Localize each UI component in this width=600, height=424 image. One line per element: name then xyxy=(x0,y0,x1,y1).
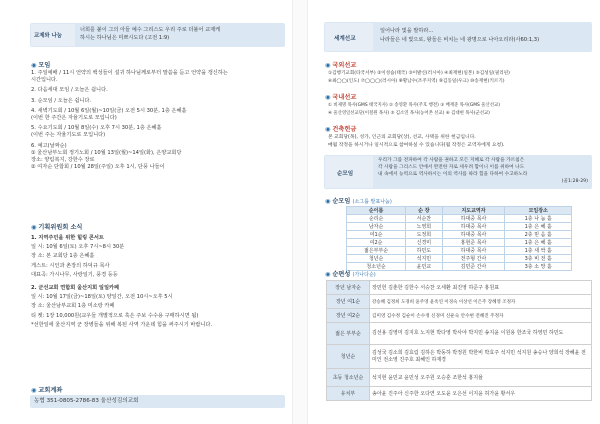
table-cell: 김미영 김수정 김순이 손수정 신경미 신운숙 안수현 전혜진 주정자 xyxy=(370,309,592,323)
table-cell: 서순찬 xyxy=(406,215,442,223)
notices-list xyxy=(31,70,228,171)
table-cell: 도정희 xyxy=(406,231,442,239)
assignment-table-heading: ◉ 순편성 (가나다순) xyxy=(325,271,376,278)
notice-line: (이번 한 주간은 자율기도로 모입니다) xyxy=(31,115,117,122)
table-header-cell: 순이름 xyxy=(347,207,406,215)
report-line: 2. 군선교회 연합회 울산지회 일일카페 xyxy=(31,285,119,292)
table-cell: 장년 여1순 xyxy=(327,295,370,309)
table-row xyxy=(347,215,572,223)
notice-line: 6. 예고(날짜순) xyxy=(31,142,67,149)
report-line: 게스트: 시인과 촌장의 하덕규 목사 xyxy=(31,262,110,269)
table-row xyxy=(327,387,592,401)
table-cell: 김선용 김영미 김지호 노지현 박다영 박사야 박지민 송지윤 이원용 한조국 하영민 하민도 xyxy=(370,323,592,345)
table-cell: 노영희 xyxy=(406,223,442,231)
bullet-icon: ◉ xyxy=(31,387,37,394)
table-cell: 장년 여2순 xyxy=(327,309,370,323)
domestic-mission-heading: ◉ 국내선교 xyxy=(325,94,357,101)
table-row xyxy=(347,239,572,247)
table-cell: 1층 은 혜 홀 xyxy=(505,239,572,247)
table-row xyxy=(327,369,592,387)
account-heading: ◉ 교회계좌 xyxy=(31,387,63,394)
table-cell: 신경미 xyxy=(406,239,442,247)
fellowship-label: 교제와 나눔 xyxy=(34,33,62,39)
bullet-icon: ◉ xyxy=(31,224,37,231)
table-cell: 송아윤 진주아 신주한 오다연 오도윤 오은선 이지윤 허가윤 황서우 xyxy=(370,387,592,401)
table-cell: 유치부 xyxy=(327,387,370,401)
notice-line: ① 울산남부노회 정기노회 / 10월 13일(월)~14일(화), 은양교회당 xyxy=(31,149,182,156)
table-header-cell: 지도교역자 xyxy=(442,207,505,215)
bullet-icon: ◉ xyxy=(325,94,331,101)
notice-line: (이번 주는 자율기도로 모입니다) xyxy=(31,132,106,139)
table-row xyxy=(347,255,572,263)
table-cell: 남자순 xyxy=(347,223,406,231)
building-line: 매월 작정을 하시거나 일시적으로 참여하실 수 있습니다(월 작정은 교역자에게 요청). xyxy=(328,143,505,148)
table-cell: 강승혜 김정희 도경희 윤주영 윤옥연 이경숙 이상선 이은주 장혜영 조정자 xyxy=(370,295,592,309)
notice-line: 4. 새벽기도회 / 10월 6일(월)~10일(금) 오전 5시 30분, 1층 은혜홀 xyxy=(31,107,187,114)
table-cell: 석지현 윤민교 윤민성 오주원 오승훈 조한석 홍지율 xyxy=(370,369,592,387)
domestic-line: ④ 울산영일선교단(이철원 목사) ⑤ 김소연 목사(농어촌 선교) ⑥ 김대현 목사(군선교) xyxy=(328,111,490,116)
report-line: 일 시: 10월 6일(토) 오후 7시~8시 30분 xyxy=(31,244,125,251)
table-cell: 청년순 xyxy=(347,255,406,263)
table-cell: 하대중 목사 xyxy=(442,223,505,231)
soon-verse-line: 각 사람을 그리스도 안에서 완전한 자로 세우려 함이니 이를 위하여 나도 xyxy=(378,165,525,170)
table-row xyxy=(347,223,572,231)
table-cell: 장년 남자순 xyxy=(327,281,370,295)
foreign-line: ⑥최◯◯(인도) ⑦◯◯◯(러시아) ⑧황남수(조주지역) ⑨김동일(우크) ⑩송재현(키르기) xyxy=(328,79,505,84)
notice-line: ② 여자순 단합회 / 10월 28일(주일) 오후 1시, 단풍 나들이 xyxy=(31,164,165,171)
report-line: *선한일에 울산지역 군 장병들을 위해 복된 사역 가운데 힘을 써주시기 바랍니다. xyxy=(31,321,213,328)
report-line: 대표곡: 가시나무, 사랑일기, 풍경 등등 xyxy=(31,271,118,278)
fellowship-verse-1: 너희를 붙이 그의 아들 예수 그리스도 우리 주로 더불어 교제케 xyxy=(80,27,221,33)
report-line: 장 소: 본 교회당 1층 은혜홀 xyxy=(31,253,95,260)
table-cell: 김성국 김소희 김효림 김하은 박동하 박정원 박한비 박효주 석지민 석지원 송승나 양희석 장혜윤 전미인 전소영 진주호 최혜인 하재경 xyxy=(370,345,592,369)
mission-label: 세계선교 xyxy=(334,36,356,42)
table-cell: 하대중 목사 xyxy=(442,215,505,223)
table-row xyxy=(347,231,572,239)
table-cell: 하대중 목사 xyxy=(442,231,505,239)
notices-heading: ◉ 모임 xyxy=(31,62,51,69)
notice-line: 2. 다음세대 모임 / 오늘은 쉽니다. xyxy=(31,87,108,94)
domestic-line: ① 비제명 목사(GMS 태국지사) ② 송영환 목사(주호 행전) ③ 배재준 목사(GMS 울산선교) xyxy=(328,103,500,108)
table-cell: 여1순 xyxy=(347,231,406,239)
table-cell: 석지민 xyxy=(406,255,442,263)
bullet-icon: ◉ xyxy=(325,126,331,133)
table-row xyxy=(327,295,592,309)
soon-label: 순모임 xyxy=(337,171,354,177)
notice-line: 시간입니다. xyxy=(31,77,58,84)
table-cell: 윤민교 xyxy=(406,263,442,271)
right-page xyxy=(306,0,600,424)
account-number: 농협 351-0805-2786-83 울산성김의교회 xyxy=(34,398,139,404)
foreign-line: ①김행기교회(타국서부) ②이성습(태국) ③이발신(러시아) ④최재현(일본) ⑤김성일(필리핀) xyxy=(328,71,510,76)
mission-verse-2: 나라들은 네 빛으로, 왕들은 비치는 네 광명으로 나아오리라(사60:1,3) xyxy=(380,37,540,43)
building-fund-heading: ◉ 건축헌금 xyxy=(325,126,357,133)
report-line: 1. 지역주민을 위한 힐링 콘서트 xyxy=(31,235,104,241)
notice-line: 3. 순모임 / 오늘은 쉽니다. xyxy=(31,97,92,104)
fellowship-verse-2: 하시는 하나님은 미쁘시도다 (고전 1:9) xyxy=(80,35,170,41)
table-cell: 젊은 부부순 xyxy=(327,323,370,345)
building-line: 본 교회당(목), 성가, 인근의 교회당(상), 선교, 사택을 위한 헌금입니다. xyxy=(328,135,476,140)
table-header-cell: 순 장 xyxy=(406,207,442,215)
table-row xyxy=(347,263,572,271)
soon-verse-line: (골1:28-29) xyxy=(561,179,588,184)
table-cell: 순리순 xyxy=(347,215,406,223)
bullet-icon: ◉ xyxy=(325,271,331,278)
report-list xyxy=(31,235,212,329)
table-cell: 여2순 xyxy=(347,239,406,247)
table-cell: 2층 믿 음 홀 xyxy=(505,231,572,239)
soon-verse-line: 우리가 그를 전파하여 각 사람을 권하고 모든 지혜로 각 사람을 가르침은 xyxy=(378,158,525,163)
soon-verse-line: 내 속에서 능력으로 역사하시는 이의 역사를 따라 힘을 다하여 수고하노라 xyxy=(378,172,528,177)
mission-verse-1: 일어나라 빛을 발하라... xyxy=(380,28,434,34)
group-table-heading: ◉ 순모임 (소그룹 발표나눔) xyxy=(325,198,392,205)
table-cell: 김민준 간사 xyxy=(442,263,505,271)
group-table-subtitle: (소그룹 발표나눔) xyxy=(352,199,392,205)
left-page xyxy=(0,0,292,424)
report-line: 티 켓: 1장 10,000원(교우들 개별적으로 혹은 주보 수수용 구매하시면 됨) xyxy=(31,312,199,319)
table-cell: 청년순 xyxy=(327,345,370,369)
table-row xyxy=(327,323,592,345)
notice-line: 5. 수요기도회 / 10월 8일(수) 오후 7시 30분, 1층 은혜홀 xyxy=(31,125,162,132)
foreign-mission-heading: ◉ 국외선교 xyxy=(325,62,357,69)
table-cell: 홍현준 목사 xyxy=(442,239,505,247)
table-cell: 하민도 xyxy=(406,247,442,255)
table-header-cell: 모임장소 xyxy=(505,207,572,215)
table-row xyxy=(327,309,592,323)
assignment-table xyxy=(326,280,592,401)
table-row xyxy=(327,345,592,369)
report-line: 일 시: 10월 17일(금)~18일(토) 양일간, 오전 10시~오후 5시 xyxy=(31,294,173,301)
table-cell: 초등 청소년순 xyxy=(327,369,370,387)
notice-line: 1. 주일예배 / 11시 언약의 백성들이 설귀 하나님께로부터 말씀을 듣고 언약을 갱신하는 xyxy=(31,70,228,76)
table-cell: 3층 비 전 홀 xyxy=(505,255,572,263)
table-cell: 1층 새 싹 홀 xyxy=(505,247,572,255)
table-cell: 장민헌 김춘한 김한수 서승찬 오세환 최진영 하준구 홍원표 xyxy=(370,281,592,295)
table-cell: 하대중 목사 xyxy=(442,247,505,255)
bullet-icon: ◉ xyxy=(31,62,37,69)
table-row xyxy=(327,281,592,295)
table-row xyxy=(347,247,572,255)
table-cell: 3층 소 망 홀 xyxy=(505,263,572,271)
table-header-row xyxy=(347,207,572,215)
bullet-icon: ◉ xyxy=(325,198,331,205)
table-cell: 1층 은 혜 홀 xyxy=(505,223,572,231)
table-cell: 전주형 간사 xyxy=(442,255,505,263)
notice-line: 장소: 양림복지, 강한수 장로 xyxy=(31,157,95,164)
soon-verse xyxy=(378,157,588,185)
report-line: 장 소: 울산남부교회 1층 미소랑 카페 xyxy=(31,303,115,310)
group-table xyxy=(346,206,572,271)
report-heading: ◉ 기획위원회 소식 xyxy=(31,224,83,231)
table-cell: 청소년순 xyxy=(347,263,406,271)
bullet-icon: ◉ xyxy=(325,62,331,69)
table-cell: 젊은부부순 xyxy=(347,247,406,255)
table-cell: 1층 나 눔 홀 xyxy=(505,215,572,223)
assignment-table-subtitle: (가나다순) xyxy=(352,272,376,278)
